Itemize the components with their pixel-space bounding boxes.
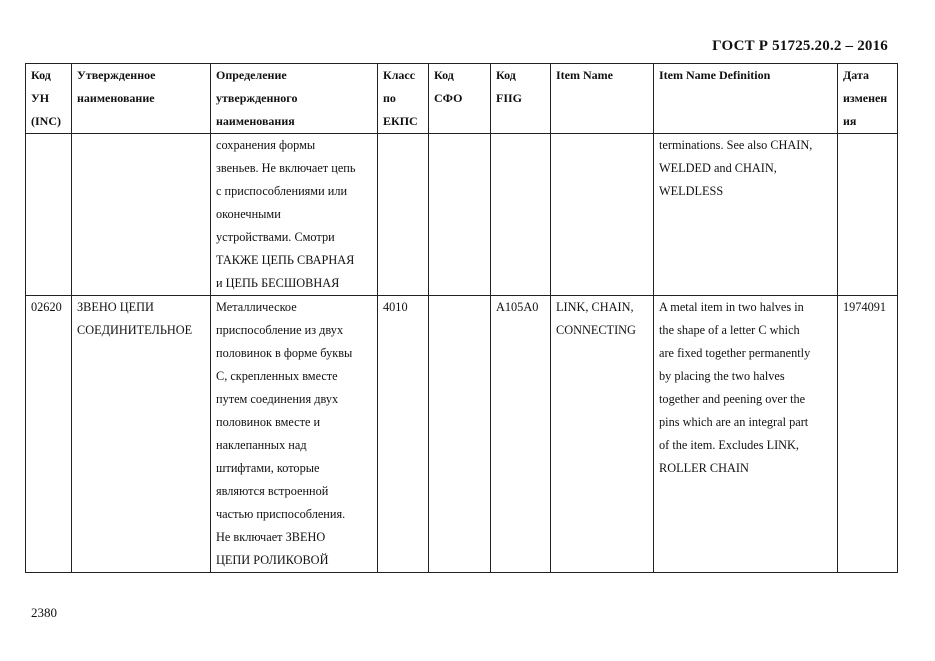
cell-fiig	[491, 134, 551, 296]
cell-fiig: A105A0	[491, 296, 551, 573]
cell-approved-name	[72, 134, 211, 296]
column-header-inc: Код УН (INC)	[26, 64, 72, 134]
cell-approved-name: ЗВЕНО ЦЕПИ СОЕДИНИТЕЛЬНОЕ	[72, 296, 211, 573]
cell-item-definition: A metal item in two halves in the shape of a letter C which are fixed together permanently by placing the two halves together and peening over the pins which are an integral part of the item. Excludes LINK, ROLLER CHAIN	[654, 296, 838, 573]
column-header-item-definition: Item Name Definition	[654, 64, 838, 134]
table-row	[26, 134, 898, 296]
column-header-definition: Определение утвержденного наименования	[211, 64, 378, 134]
column-header-sfo: Код СФО	[429, 64, 491, 134]
cell-inc	[26, 134, 72, 296]
column-header-class: Класс по ЕКПС	[378, 64, 429, 134]
cell-definition: сохранения формы звеньев. Не включает цепь с приспособлениями или оконечными устройствами. Смотри ТАКЖЕ ЦЕПЬ СВАРНАЯ и ЦЕПЬ БЕСШОВНАЯ	[211, 134, 378, 296]
cell-inc: 02620	[26, 296, 72, 573]
table-header-row	[26, 64, 898, 134]
column-header-date: Дата изменен ия	[838, 64, 898, 134]
cell-class	[378, 134, 429, 296]
column-header-approved-name: Утвержденное наименование	[72, 64, 211, 134]
column-header-fiig: Код FIIG	[491, 64, 551, 134]
column-header-item-name: Item Name	[551, 64, 654, 134]
cell-sfo	[429, 134, 491, 296]
table-row	[26, 296, 898, 573]
cell-item-name: LINK, CHAIN, CONNECTING	[551, 296, 654, 573]
cell-class: 4010	[378, 296, 429, 573]
cell-sfo	[429, 296, 491, 573]
document-header: ГОСТ Р 51725.20.2 – 2016	[712, 38, 888, 54]
cell-date: 1974091	[838, 296, 898, 573]
classification-table	[25, 63, 898, 573]
page-number: 2380	[31, 605, 57, 620]
cell-date	[838, 134, 898, 296]
cell-item-name	[551, 134, 654, 296]
cell-item-definition: terminations. See also CHAIN, WELDED and CHAIN, WELDLESS	[654, 134, 838, 296]
cell-definition: Металлическое приспособление из двух половинок в форме буквы С, скрепленных вместе путем соединения двух половинок вместе и наклепанных над штифтами, которые являются встроенной частью приспособления. Не включает ЗВЕНО ЦЕПИ РОЛИКОВОЙ	[211, 296, 378, 573]
